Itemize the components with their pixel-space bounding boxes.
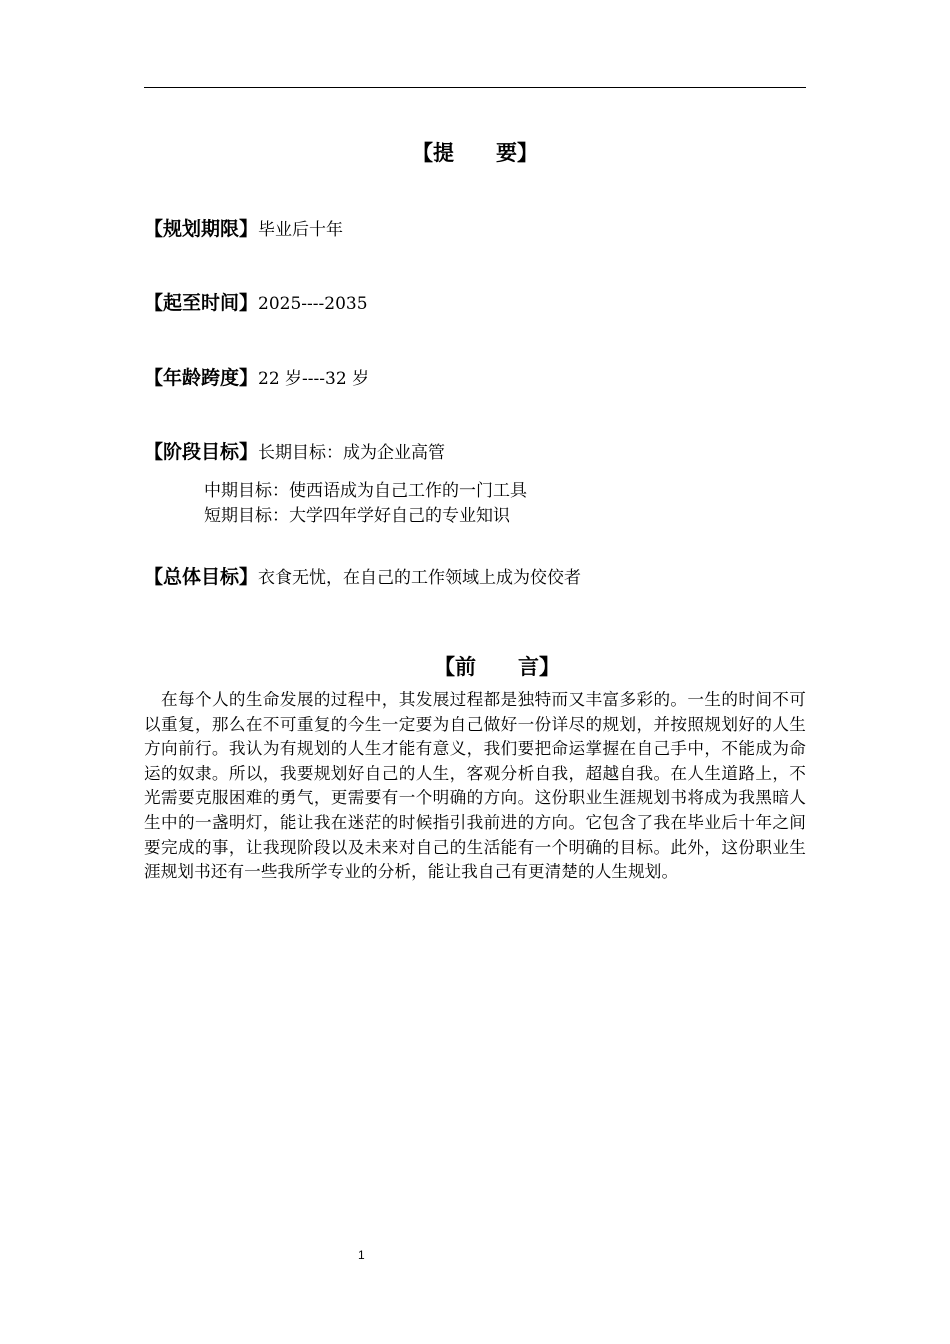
preface-body: 在每个人的生命发展的过程中，其发展过程都是独特而又丰富多彩的。一生的时间不可以重复，那么在不可重复的今生一定要为自己做好一份详尽的规划，并按照规划好的人生方向前行。我认为有规划的人生才能有意义，我们要把命运掌握在自己手中，不能成为命运的奴隶。所以，我要规划好自己的人生，客观分析自我，超越自我。在人生道路上，不光需要克服困难的勇气，更需要有一个明确的方向。这份职业生涯规划书将成为我黑暗人生中的一盏明灯，能让我在迷茫的时候指引我前进的方向。它包含了我在毕业后十年之间要完成的事，让我现阶段以及未来对自己的生活能有一个明确的目标。此外，这份职业生涯规划书还有一些我所学专业的分析，能让我自己有更清楚的人生规划。 xyxy=(144,690,806,882)
overall-goal-value: 衣食无忧，在自己的工作领域上成为佼佼者 xyxy=(258,568,582,588)
overall-goal-field xyxy=(144,562,581,589)
time-range-value: 2025----2035 xyxy=(258,294,368,314)
overall-goal-label: 【总体目标】 xyxy=(144,566,259,588)
time-range-label: 【起至时间】 xyxy=(144,292,259,314)
planning-period-field xyxy=(144,214,343,241)
age-span-label: 【年龄跨度】 xyxy=(144,367,259,389)
stage-goals-label: 【阶段目标】 xyxy=(144,441,259,463)
age-span-value: 22 岁----32 岁 xyxy=(258,369,370,389)
page-number: 1 xyxy=(358,1248,365,1262)
time-range-field xyxy=(144,288,368,315)
stage-goal-short: 短期目标：大学四年学好自己的专业知识 xyxy=(204,506,510,526)
planning-period-label: 【规划期限】 xyxy=(144,218,259,240)
planning-period-value: 毕业后十年 xyxy=(258,220,344,240)
stage-goals-field xyxy=(144,437,445,464)
stage-goal-long: 长期目标：成为企业高管 xyxy=(258,443,446,463)
preface-title: 【前 言】 xyxy=(434,655,560,679)
stage-goal-mid: 中期目标：使西语成为自己工作的一门工具 xyxy=(204,481,527,501)
age-span-field xyxy=(144,363,369,390)
header-rule xyxy=(144,87,806,88)
summary-title: 【提 要】 xyxy=(412,141,538,165)
